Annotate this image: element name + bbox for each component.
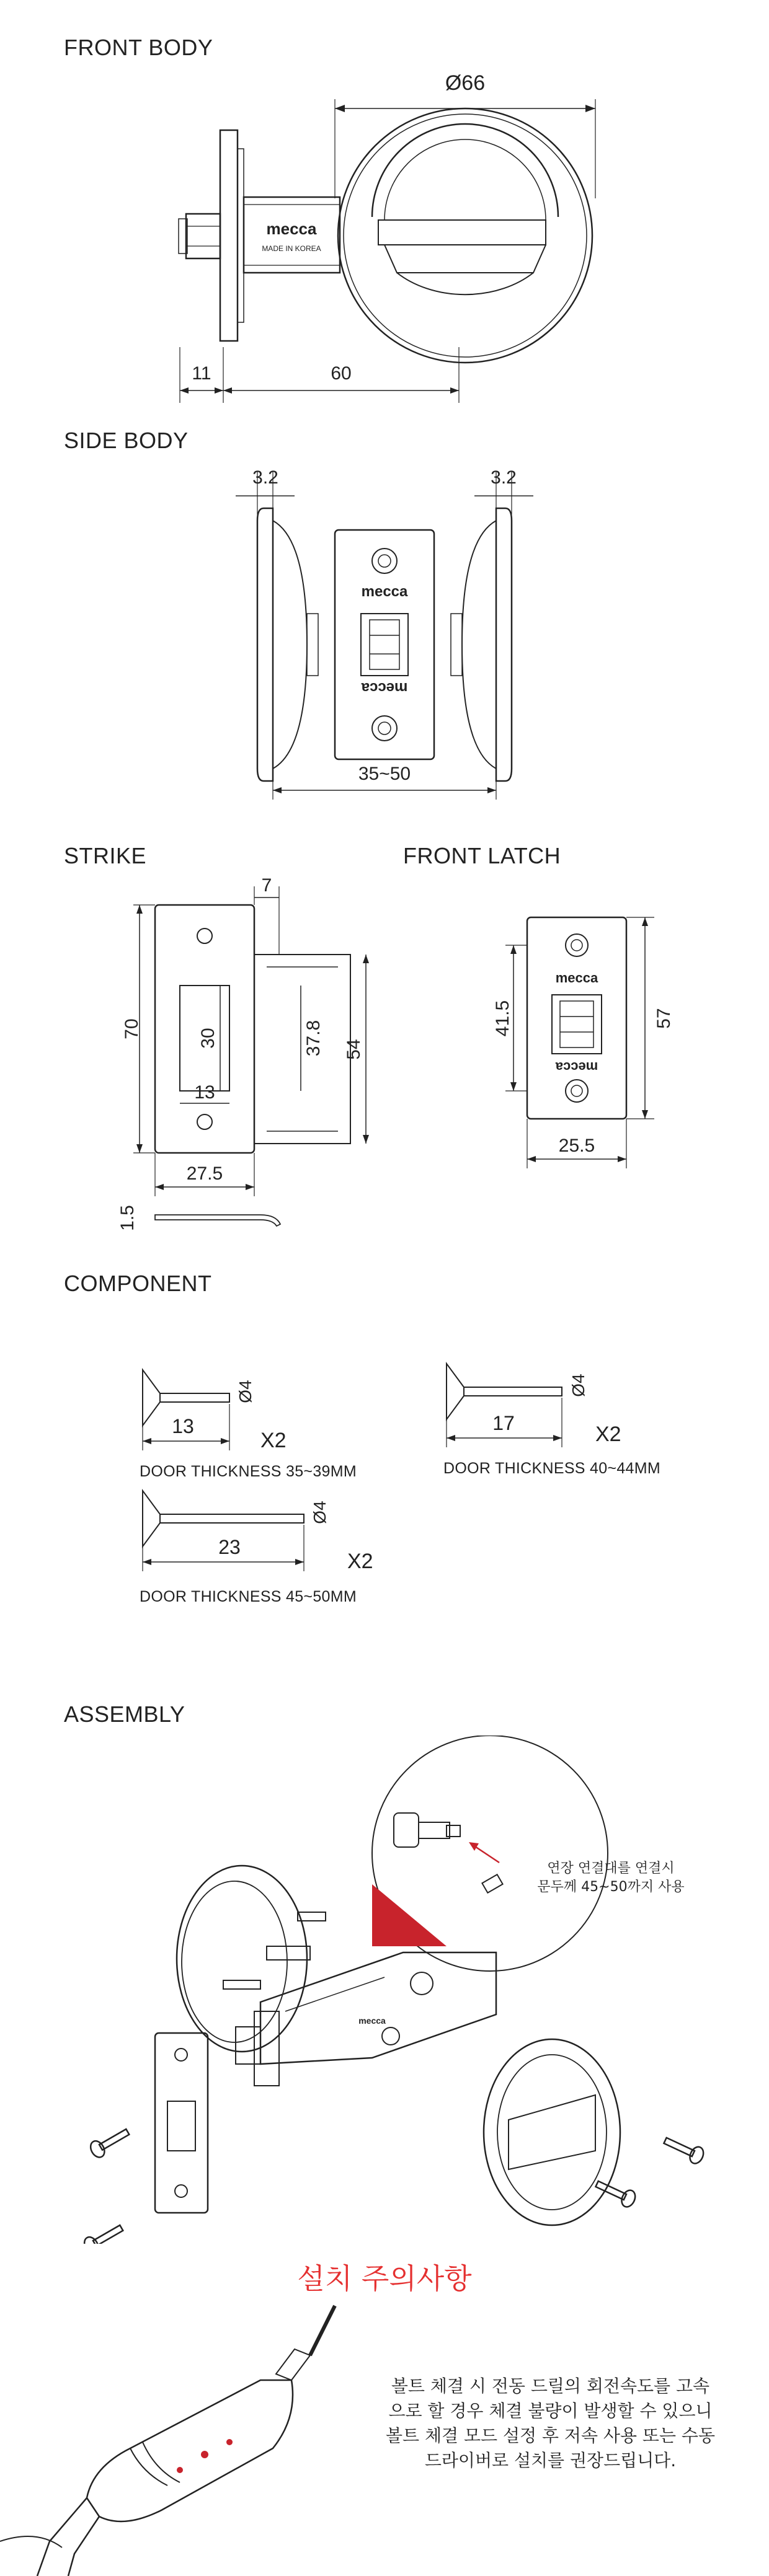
component-drawing	[0, 1333, 769, 1630]
screw3-caption: DOOR THICKNESS 45~50MM	[140, 1588, 357, 1605]
front-latch-dim-width: 25.5	[558, 1136, 595, 1156]
screw1-qty: X2	[260, 1429, 287, 1452]
front-latch-drawing	[384, 868, 769, 1178]
front-body-dim-right: 60	[331, 363, 352, 384]
strike-dim-thick: 1.5	[117, 1205, 138, 1231]
screw2-dia: Ø4	[569, 1374, 588, 1397]
side-body-dim-top-left: 3.2	[252, 467, 278, 488]
callout-note-text: 연장 연결대를 연결시 문두께 45~50까지 사용	[537, 1861, 685, 1895]
strike-dim-width: 27.5	[186, 1163, 223, 1184]
side-body-dim-bottom: 35~50	[358, 764, 411, 784]
strike-dim-outer: 54	[344, 1039, 364, 1060]
component-title: COMPONENT	[64, 1271, 212, 1296]
strike-dim-slot-w: 13	[194, 1082, 215, 1103]
assembly-drawing	[0, 1736, 769, 2244]
screw2-qty: X2	[595, 1423, 621, 1446]
front-latch-brand-flipped: mecca	[555, 1059, 598, 1075]
caution-body-text: 볼트 체결 시 전동 드릴의 회전속도를 고속 으로 할 경우 체결 불량이 발생할 수 있으니 볼트 체결 모드 설정 후 저속 사용 또는 수동 드라이버로 설치를 권장드립니다.	[385, 2376, 716, 2471]
side-body-drawing	[0, 459, 769, 806]
front-latch-brand: mecca	[555, 970, 598, 986]
strike-dim-top: 7	[261, 875, 272, 896]
screw3-qty: X2	[347, 1550, 373, 1573]
screw1-caption: DOOR THICKNESS 35~39MM	[140, 1463, 357, 1480]
front-body-diameter: Ø66	[445, 71, 486, 95]
caution-body	[366, 2374, 735, 2473]
screw2-caption: DOOR THICKNESS 40~44MM	[443, 1460, 660, 1477]
front-body-made-in: MADE IN KOREA	[262, 244, 321, 253]
front-body-title: FRONT BODY	[64, 35, 213, 60]
screw1-length: 13	[172, 1415, 194, 1437]
front-latch-dim-height: 57	[654, 1008, 674, 1029]
strike-title: STRIKE	[64, 843, 147, 868]
callout-pointer-icon	[372, 1884, 447, 1946]
side-body-brand-flipped: mecca	[361, 679, 408, 696]
front-body-dim-left: 11	[192, 363, 211, 384]
screw2-length: 17	[492, 1412, 515, 1434]
screw1-dia: Ø4	[236, 1380, 255, 1403]
assembly-title: ASSEMBLY	[64, 1701, 185, 1727]
strike-dim-height: 70	[122, 1018, 142, 1039]
front-latch-dim-inner: 41.5	[492, 1000, 513, 1037]
callout-note	[527, 1859, 695, 1897]
side-body-title: SIDE BODY	[64, 428, 189, 453]
strike-drawing	[0, 868, 384, 1252]
front-body-brand: mecca	[266, 219, 317, 238]
drill-illustration	[0, 2293, 372, 2576]
side-body-brand: mecca	[361, 583, 408, 600]
strike-dim-slot-h: 30	[198, 1028, 218, 1049]
side-body-dim-top-right: 3.2	[491, 467, 517, 488]
caution-title: 설치 주의사항	[297, 2262, 472, 2295]
strike-dim-box: 37.8	[303, 1020, 324, 1057]
screw3-dia: Ø4	[310, 1501, 329, 1524]
front-body-drawing	[0, 62, 769, 409]
screw3-length: 23	[218, 1536, 241, 1558]
assembly-latch-brand: mecca	[358, 2016, 386, 2026]
front-latch-title: FRONT LATCH	[403, 843, 561, 868]
